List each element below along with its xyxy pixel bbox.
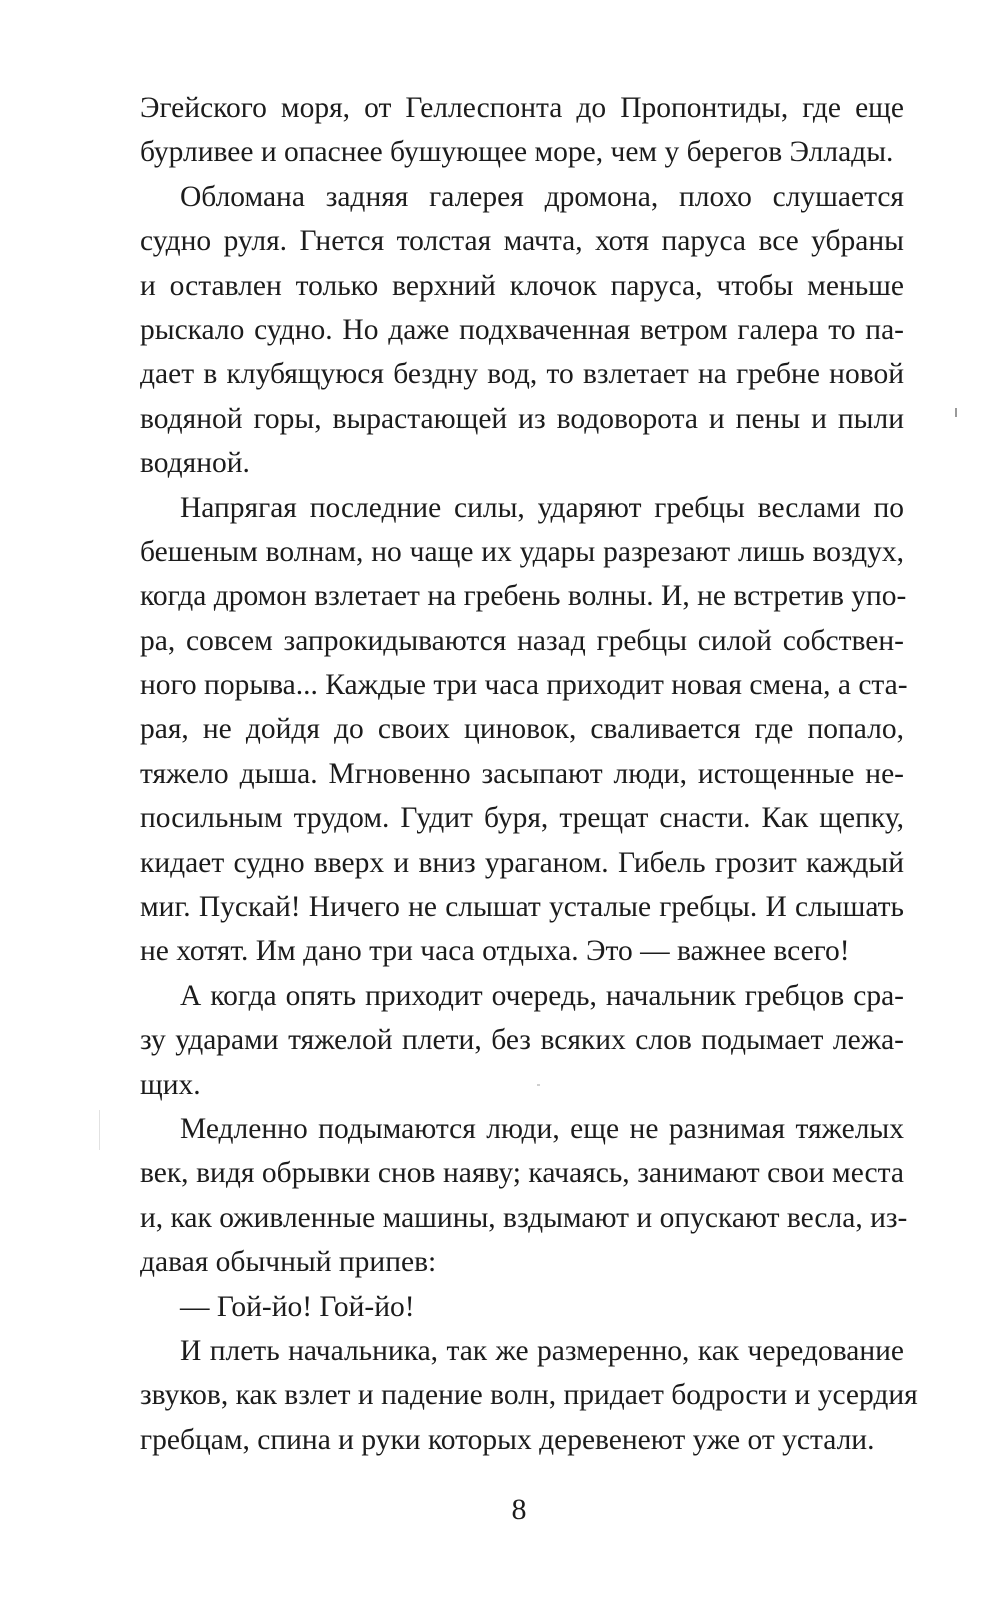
scan-speck: [955, 408, 957, 417]
text-line: и оставлен только верхний клочок паруса, чтобы меньше: [140, 269, 904, 302]
text-line: кидает судно вверх и вниз ураганом. Гибель грозит каждый: [140, 846, 904, 879]
text-line: ного порыва... Каждые три часа приходит новая смена, а ста-: [140, 669, 908, 702]
text-line: дает в клубящуюся бездну вод, то взлетает на гребне новой: [140, 358, 904, 391]
text-line: водяной.: [140, 447, 250, 480]
body-text: [140, 86, 918, 1462]
text-line: тяжело дыша. Мгновенно засыпают люди, истощенные не-: [140, 757, 904, 790]
text-line: Эгейского моря, от Геллеспонта до Пропонтиды, где еще: [140, 92, 904, 124]
text-line: гребцам, спина и руки которых деревенеют уже от устали.: [140, 1423, 875, 1456]
text-line: зу ударами тяжелой плети, без всяких слов подымает лежа-: [140, 1024, 904, 1057]
text-line: не хотят. Им дано три часа отдыха. Это — важнее всего!: [140, 935, 850, 968]
paragraph-first-line: Напрягая последние силы, ударяют гребцы веслами по: [180, 491, 904, 524]
text-line: звуков, как взлет и падение волн, придает бодрости и усердия: [140, 1379, 918, 1412]
text-line: когда дромон взлетает на гребень волны. И, не встретив упо-: [140, 580, 907, 613]
paragraph-first-line: А когда опять приходит очередь, начальник гребцов сра-: [180, 979, 904, 1012]
text-line: ра, совсем запрокидываются назад гребцы силой собствен-: [140, 624, 904, 657]
paragraph-first-line: Медленно подымаются люди, еще не разнимая тяжелых: [180, 1112, 904, 1145]
text-line: и, как оживленные машины, вздымают и опускают весла, из-: [140, 1201, 908, 1234]
text-line: век, видя обрывки снов наяву; качаясь, занимают свои места: [140, 1157, 904, 1190]
paragraph-first-line: Обломана задняя галерея дромона, плохо слушается: [180, 180, 904, 213]
text-line: бешеным волнам, но чаще их удары разрезают лишь воздух,: [140, 535, 904, 568]
text-line: давая обычный припев:: [140, 1246, 437, 1279]
paragraph-first-line: И плеть начальника, так же размеренно, как чередование: [180, 1334, 904, 1367]
scan-speck: [537, 1084, 540, 1086]
text-line: миг. Пускай! Ничего не слышат усталые гребцы. И слышать: [140, 891, 904, 924]
text-line: щих.: [140, 1068, 201, 1101]
text-line: бурливее и опаснее бушующее море, чем у берегов Эллады.: [140, 136, 894, 169]
text-line: рая, не дойдя до своих циновок, сваливается где попало,: [140, 713, 904, 746]
scan-speck: [99, 1110, 100, 1150]
text-line: судно руля. Гнется толстая мачта, хотя паруса все убраны: [140, 225, 904, 258]
text-line: водяной горы, вырастающей из водоворота и пены и пыли: [140, 402, 904, 435]
text-line: посильным трудом. Гудит буря, трещат снасти. Как щепку,: [140, 802, 904, 835]
page-number: 8: [511, 1493, 527, 1526]
text-line: рыскало судно. Но даже подхваченная ветром галера то па-: [140, 313, 904, 346]
dialogue-line: — Гой-йо! Гой-йо!: [180, 1290, 415, 1323]
